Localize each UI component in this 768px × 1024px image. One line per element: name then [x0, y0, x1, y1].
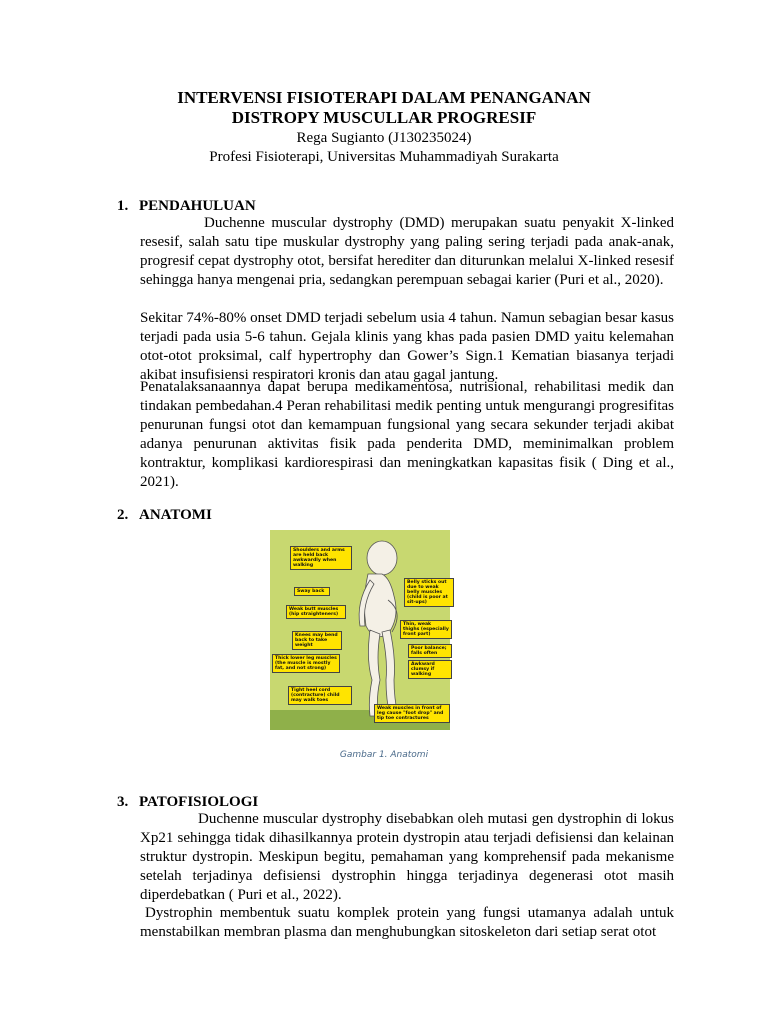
affiliation: Profesi Fisioterapi, Universitas Muhammadiyah Surakarta	[209, 149, 559, 165]
document-title-line-2: DISTROPY MUSCULLAR PROGRESIF	[231, 108, 537, 127]
document-title-line-1: INTERVENSI FISIOTERAPI DALAM PENANGANAN	[177, 88, 591, 107]
figure-label: Weak butt muscles (hip straighteners)	[286, 605, 346, 619]
section-heading-patofisiologi	[117, 793, 258, 811]
author: Rega Sugianto (J130235024)	[296, 130, 472, 146]
section-number: 2.	[117, 507, 129, 523]
section-heading-pendahuluan	[117, 197, 256, 215]
section-number: 1.	[117, 198, 129, 214]
anatomy-figure	[270, 530, 450, 730]
figure-label: Sway back	[294, 587, 330, 596]
paragraph: Duchenne muscular dystrophy (DMD) merupakan suatu penyakit X-linked resesif, salah satu tipe muskular dystrophy yang paling sering terjadi pada anak-anak, progresif cepat dystrophy otot, bersifat herediter dan diturunkan melalui X-linked resesif sehingga hanya mengenai pria, sedangkan perempuan sebagai karier (Puri et al., 2020).	[140, 215, 674, 288]
section-title: PATOFISIOLOGI	[139, 794, 259, 810]
figure-label: Awkward clumsy if walking	[408, 660, 452, 679]
section-heading-anatomi	[117, 506, 212, 524]
figure-label: Weak muscles in front of leg cause "foot drop" and tip toe contractures	[374, 704, 450, 723]
figure-label: Thin, weak thighs (especially front part)	[400, 620, 452, 639]
figure-caption: Gambar 1. Anatomi	[339, 750, 429, 760]
figure-label: Tight heel cord (contracture) child may walk toes	[288, 686, 352, 705]
figure-label: Poor balance; falls often	[408, 644, 452, 658]
paragraph: Dystrophin membentuk suatu komplek protein yang fungsi utamanya adalah untuk menstabilkan membran plasma dan menghubungkan sitoskeleton dari setiap serat otot	[140, 905, 674, 940]
section-number: 3.	[117, 794, 129, 810]
figure-label: Belly sticks out due to weak belly muscles (child is poor at sit-ups)	[404, 578, 454, 607]
figure-label: Thick lower leg muscles (the muscle is mostly fat, and not strong)	[272, 654, 340, 673]
figure-label: Knees may bend back to take weight	[292, 631, 342, 650]
section-title: PENDAHULUAN	[139, 198, 256, 214]
figure-label: Shoulders and arms are held back awkwardly when walking	[290, 546, 352, 570]
section-title: ANATOMI	[139, 507, 212, 523]
paragraph: Sekitar 74%-80% onset DMD terjadi sebelum usia 4 tahun. Namun sebagian besar kasus terjadi pada usia 5-6 tahun. Gejala klinis yang khas pada pasien DMD yaitu kelemahan otot-otot proksimal, calf hypertrophy dan Gower’s Sign.1 Kematian biasanya terjadi akibat insufisiensi respiratori kronis dan atau gagal jantung.	[140, 310, 674, 383]
paragraph: Penatalaksanaannya dapat berupa medikamentosa, nutrisional, rehabilitasi medik dan tindakan pembedahan.4 Peran rehabilitasi medik penting untuk mengurangi progresifitas penurunan fungsi otot dan kemampuan fungsional yang secara sekunder terjadi akibat adanya penurunan aktivitas fisik pada penderita DMD, meminimalkan problem kontraktur, komplikasi kardiorespirasi dan meningkatkan kapasitas fisik ( Ding et al., 2021).	[140, 379, 674, 490]
paragraph: Duchenne muscular dystrophy disebabkan oleh mutasi gen dystrophin di lokus Xp21 sehingga tidak dihasilkannya protein dystropin atau terjadi defisiensi dan kelainan struktur dystropin. Meskipun begitu, pemahaman yang komprehensif pada mekanisme setelah terjadinya defisiensi dystrophin hingga terjadinya degenerasi otot masih diperdebatkan ( Puri et al., 2022).	[140, 811, 674, 903]
